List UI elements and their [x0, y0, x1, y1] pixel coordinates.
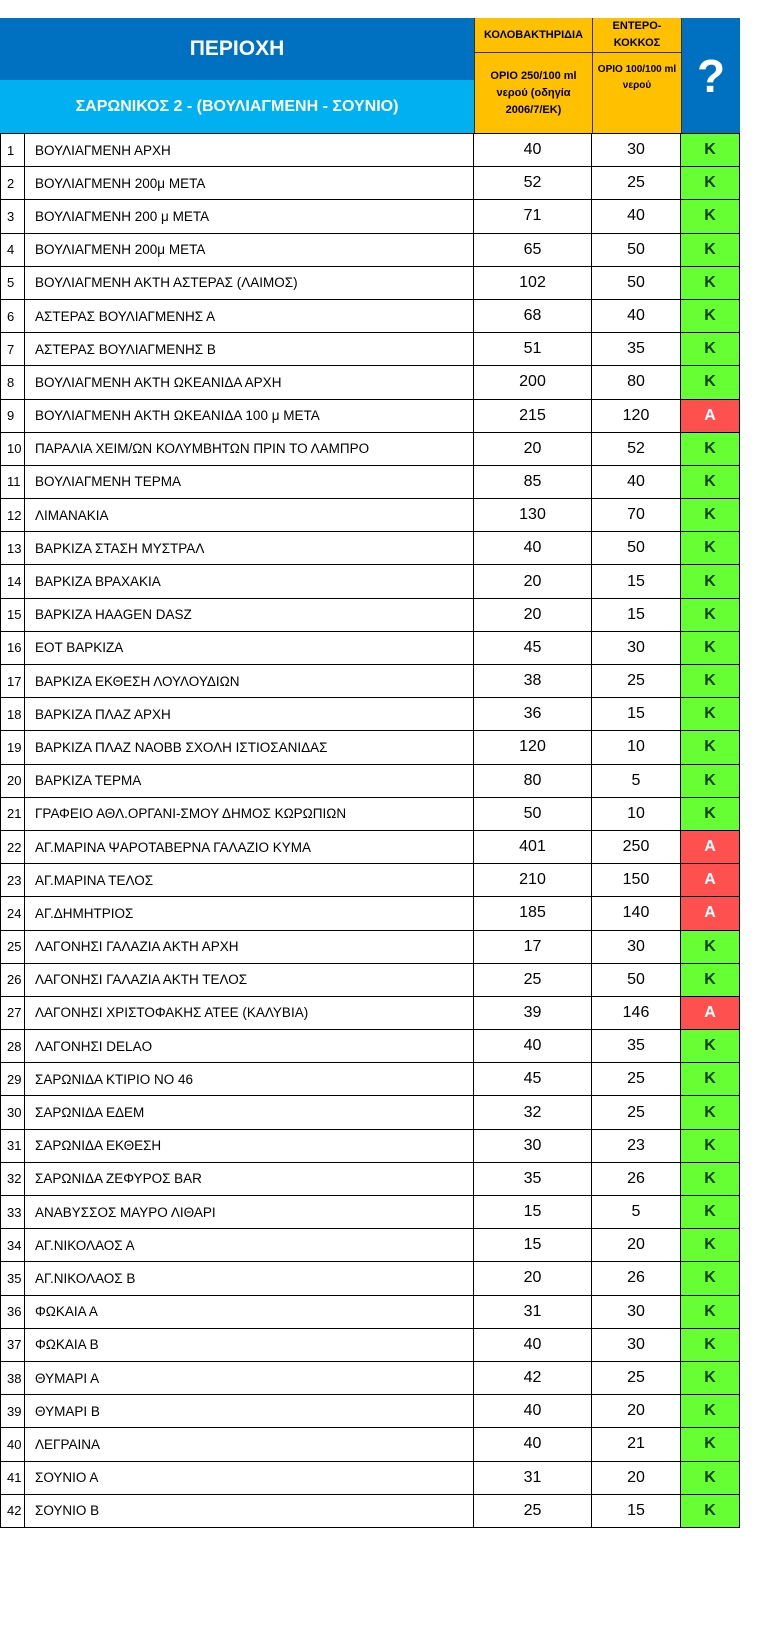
table-row [0, 167, 740, 200]
enterococcus-value: 30 [592, 1329, 681, 1361]
row-number: 14 [0, 565, 25, 597]
row-number: 24 [0, 897, 25, 929]
status-badge: K [681, 1428, 740, 1460]
location-name: ΒΟΥΛΙΑΓΜΕΝΗ ΑΚΤΗ ΑΣΤΕΡΑΣ (ΛΑΙΜΟΣ) [25, 267, 474, 299]
table-row [0, 1096, 740, 1129]
table-row [0, 400, 740, 433]
location-name: ΣΑΡΩΝΙΔΑ ΚΤΙΡΙΟ ΝΟ 46 [25, 1063, 474, 1095]
coliform-value: 40 [474, 532, 592, 564]
enterococcus-value: 30 [592, 632, 681, 664]
table-row [0, 1063, 740, 1096]
coliform-value: 51 [474, 333, 592, 365]
table-row [0, 1495, 740, 1528]
location-name: ΠΑΡΑΛΙΑ ΧΕΙΜ/ΩΝ ΚΟΛΥΜΒΗΤΩΝ ΠΡΙΝ ΤΟ ΛΑΜΠΡΟ [25, 433, 474, 465]
enterococcus-value: 25 [592, 1096, 681, 1128]
enterococcus-value: 40 [592, 300, 681, 332]
location-name: ΣΟΥΝΙΟ Α [25, 1462, 474, 1494]
table-row [0, 366, 740, 399]
location-name: ΒΑΡΚΙΖΑ ΕΚΘΕΣΗ ΛΟΥΛΟΥΔΙΩΝ [25, 665, 474, 697]
coliform-value: 130 [474, 499, 592, 531]
status-badge: K [681, 1462, 740, 1494]
table-row [0, 200, 740, 233]
coliform-value: 40 [474, 1329, 592, 1361]
table-row [0, 1196, 740, 1229]
enterococcus-value: 23 [592, 1130, 681, 1162]
row-number: 6 [0, 300, 25, 332]
table-row [0, 499, 740, 532]
coliform-value: 68 [474, 300, 592, 332]
coliform-value: 39 [474, 997, 592, 1029]
location-name: ΒΟΥΛΙΑΓΜΕΝΗ ΑΡΧΗ [25, 134, 474, 166]
enterococcus-value: 35 [592, 1030, 681, 1062]
status-badge: A [681, 400, 740, 432]
table-row [0, 599, 740, 632]
location-name: ΑΓ.ΝΙΚΟΛΑΟΣ Β [25, 1262, 474, 1294]
row-number: 39 [0, 1395, 25, 1427]
enterococcus-header: ΕΝΤΕΡΟ-ΚΟΚΚΟΣ [592, 18, 681, 53]
location-name: ΣΑΡΩΝΙΔΑ ΕΚΘΕΣΗ [25, 1130, 474, 1162]
row-number: 40 [0, 1428, 25, 1460]
enterococcus-value: 30 [592, 134, 681, 166]
coliform-value: 85 [474, 466, 592, 498]
row-number: 4 [0, 234, 25, 266]
table-row [0, 897, 740, 930]
row-number: 7 [0, 333, 25, 365]
coliform-value: 20 [474, 433, 592, 465]
location-name: ΛΑΓΟΝΗΣΙ ΓΑΛΑΖΙΑ ΑΚΤΗ ΑΡΧΗ [25, 931, 474, 963]
status-badge: K [681, 1163, 740, 1195]
location-name: ΒΟΥΛΙΑΓΜΕΝΗ ΑΚΤΗ ΩΚΕΑΝΙΔΑ ΑΡΧΗ [25, 366, 474, 398]
coliform-value: 80 [474, 765, 592, 797]
status-badge: K [681, 433, 740, 465]
enterococcus-value: 150 [592, 864, 681, 896]
table-row [0, 565, 740, 598]
location-name: ΑΣΤΕΡΑΣ ΒΟΥΛΙΑΓΜΕΝΗΣ Α [25, 300, 474, 332]
location-name: ΛΙΜΑΝΑΚΙΑ [25, 499, 474, 531]
location-name: ΒΑΡΚΙΖΑ HAAGEN DASZ [25, 599, 474, 631]
location-name: ΣΟΥΝΙΟ Β [25, 1495, 474, 1527]
location-name: ΒΟΥΛΙΑΓΜΕΝΗ ΤΕΡΜΑ [25, 466, 474, 498]
row-number: 42 [0, 1495, 25, 1527]
coliform-value: 210 [474, 864, 592, 896]
row-number: 12 [0, 499, 25, 531]
status-badge: K [681, 234, 740, 266]
coliform-value: 40 [474, 1395, 592, 1427]
enterococcus-value: 50 [592, 267, 681, 299]
coliform-value: 52 [474, 167, 592, 199]
enterococcus-value: 5 [592, 1196, 681, 1228]
table-row [0, 731, 740, 764]
enterococcus-value: 40 [592, 200, 681, 232]
table-row [0, 1362, 740, 1395]
row-number: 33 [0, 1196, 25, 1228]
status-badge: A [681, 831, 740, 863]
table-row [0, 831, 740, 864]
status-badge: K [681, 665, 740, 697]
enterococcus-limit-header: ΟΡΙΟ 100/100 ml νερού [592, 53, 681, 133]
enterococcus-value: 70 [592, 499, 681, 531]
enterococcus-value: 20 [592, 1229, 681, 1261]
location-name: ΑΓ.ΔΗΜΗΤΡΙΟΣ [25, 897, 474, 929]
row-number: 1 [0, 134, 25, 166]
enterococcus-value: 15 [592, 565, 681, 597]
row-number: 41 [0, 1462, 25, 1494]
enterococcus-value: 15 [592, 698, 681, 730]
enterococcus-value: 20 [592, 1395, 681, 1427]
row-number: 32 [0, 1163, 25, 1195]
table-row [0, 333, 740, 366]
location-name: ΒΑΡΚΙΖΑ ΠΛΑΖ ΝΑΟΒΒ ΣΧΟΛΗ ΙΣΤΙΟΣΑΝΙΔΑΣ [25, 731, 474, 763]
area-header: ΠΕΡΙΟΧΗ [0, 18, 474, 80]
table-row [0, 864, 740, 897]
status-badge: K [681, 599, 740, 631]
row-number: 31 [0, 1130, 25, 1162]
coliform-value: 15 [474, 1196, 592, 1228]
status-badge: K [681, 1229, 740, 1261]
location-name: ΘΥΜΑΡΙ Β [25, 1395, 474, 1427]
table-row [0, 1262, 740, 1295]
enterococcus-value: 15 [592, 1495, 681, 1527]
row-number: 3 [0, 200, 25, 232]
row-number: 21 [0, 798, 25, 830]
enterococcus-value: 26 [592, 1262, 681, 1294]
table-row [0, 964, 740, 997]
region-header: ΣΑΡΩΝΙΚΟΣ 2 - (ΒΟΥΛΙΑΓΜΕΝΗ - ΣΟΥΝΙΟ) [0, 80, 474, 133]
coliform-value: 17 [474, 931, 592, 963]
enterococcus-value: 50 [592, 234, 681, 266]
enterococcus-value: 140 [592, 897, 681, 929]
coliform-value: 36 [474, 698, 592, 730]
location-name: ΒΟΥΛΙΑΓΜΕΝΗ 200 μ ΜΕΤΑ [25, 200, 474, 232]
enterococcus-value: 21 [592, 1428, 681, 1460]
row-number: 27 [0, 997, 25, 1029]
status-badge: A [681, 897, 740, 929]
table-row [0, 466, 740, 499]
status-badge: K [681, 134, 740, 166]
status-badge: K [681, 300, 740, 332]
row-number: 20 [0, 765, 25, 797]
enterococcus-value: 30 [592, 931, 681, 963]
status-header: ? [681, 18, 740, 133]
enterococcus-value: 26 [592, 1163, 681, 1195]
status-badge: K [681, 698, 740, 730]
row-number: 23 [0, 864, 25, 896]
status-badge: K [681, 565, 740, 597]
row-number: 38 [0, 1362, 25, 1394]
table-row [0, 267, 740, 300]
row-number: 17 [0, 665, 25, 697]
enterococcus-value: 40 [592, 466, 681, 498]
table-row [0, 234, 740, 267]
status-badge: K [681, 1063, 740, 1095]
location-name: ΑΣΤΕΡΑΣ ΒΟΥΛΙΑΓΜΕΝΗΣ Β [25, 333, 474, 365]
enterococcus-value: 10 [592, 731, 681, 763]
enterococcus-value: 10 [592, 798, 681, 830]
table-row [0, 1462, 740, 1495]
enterococcus-value: 25 [592, 1063, 681, 1095]
enterococcus-value: 5 [592, 765, 681, 797]
enterococcus-value: 52 [592, 433, 681, 465]
coliform-value: 31 [474, 1296, 592, 1328]
enterococcus-value: 25 [592, 167, 681, 199]
status-badge: A [681, 997, 740, 1029]
coliform-limit-header: ΟΡΙΟ 250/100 ml νερού (οδηγία 2006/7/ΕΚ) [474, 53, 592, 133]
row-number: 26 [0, 964, 25, 996]
location-name: ΛΑΓΟΝΗΣΙ ΧΡΙΣΤΟΦΑΚΗΣ ΑΤΕΕ (ΚΑΛΥΒΙΑ) [25, 997, 474, 1029]
coliform-value: 120 [474, 731, 592, 763]
table-row [0, 698, 740, 731]
coliform-value: 200 [474, 366, 592, 398]
coliform-value: 401 [474, 831, 592, 863]
status-badge: K [681, 167, 740, 199]
location-name: ΦΩΚΑΙΑ Β [25, 1329, 474, 1361]
location-name: ΣΑΡΩΝΙΔΑ ΕΔΕΜ [25, 1096, 474, 1128]
table-row [0, 931, 740, 964]
status-badge: K [681, 1362, 740, 1394]
coliform-value: 50 [474, 798, 592, 830]
status-badge: A [681, 864, 740, 896]
coliform-header: ΚΟΛΟΒΑΚΤΗΡΙΔΙΑ [474, 18, 592, 53]
coliform-value: 20 [474, 565, 592, 597]
coliform-value: 32 [474, 1096, 592, 1128]
enterococcus-value: 250 [592, 831, 681, 863]
row-number: 18 [0, 698, 25, 730]
row-number: 29 [0, 1063, 25, 1095]
status-badge: K [681, 1296, 740, 1328]
coliform-value: 102 [474, 267, 592, 299]
enterococcus-value: 30 [592, 1296, 681, 1328]
location-name: ΒΑΡΚΙΖΑ ΣΤΑΣΗ ΜΥΣΤΡΑΛ [25, 532, 474, 564]
location-name: ΣΑΡΩΝΙΔΑ ΖΕΦΥΡΟΣ BAR [25, 1163, 474, 1195]
table-row [0, 665, 740, 698]
status-badge: K [681, 200, 740, 232]
table-row [0, 1296, 740, 1329]
row-number: 2 [0, 167, 25, 199]
row-number: 22 [0, 831, 25, 863]
coliform-value: 31 [474, 1462, 592, 1494]
location-name: ΦΩΚΑΙΑ Α [25, 1296, 474, 1328]
status-badge: K [681, 366, 740, 398]
table-row [0, 798, 740, 831]
status-badge: K [681, 1130, 740, 1162]
table-body [0, 133, 740, 1528]
coliform-value: 25 [474, 1495, 592, 1527]
table-row [0, 134, 740, 167]
table-row [0, 1130, 740, 1163]
location-name: ΒΑΡΚΙΖΑ ΠΛΑΖ ΑΡΧΗ [25, 698, 474, 730]
status-badge: K [681, 731, 740, 763]
coliform-value: 30 [474, 1130, 592, 1162]
enterococcus-value: 50 [592, 964, 681, 996]
coliform-value: 15 [474, 1229, 592, 1261]
status-badge: K [681, 532, 740, 564]
enterococcus-value: 80 [592, 366, 681, 398]
status-badge: K [681, 1030, 740, 1062]
coliform-value: 35 [474, 1163, 592, 1195]
row-number: 9 [0, 400, 25, 432]
location-name: ΕΟΤ ΒΑΡΚΙΖΑ [25, 632, 474, 664]
coliform-value: 40 [474, 1428, 592, 1460]
enterococcus-value: 20 [592, 1462, 681, 1494]
row-number: 19 [0, 731, 25, 763]
location-name: ΛΕΓΡΑΙΝΑ [25, 1428, 474, 1460]
status-badge: K [681, 466, 740, 498]
coliform-value: 38 [474, 665, 592, 697]
coliform-value: 40 [474, 134, 592, 166]
enterococcus-value: 120 [592, 400, 681, 432]
row-number: 11 [0, 466, 25, 498]
row-number: 5 [0, 267, 25, 299]
location-name: ΒΟΥΛΙΑΓΜΕΝΗ 200μ ΜΕΤΑ [25, 234, 474, 266]
coliform-value: 40 [474, 1030, 592, 1062]
status-badge: K [681, 1329, 740, 1361]
status-badge: K [681, 765, 740, 797]
status-badge: K [681, 964, 740, 996]
row-number: 36 [0, 1296, 25, 1328]
enterococcus-value: 35 [592, 333, 681, 365]
row-number: 8 [0, 366, 25, 398]
enterococcus-value: 50 [592, 532, 681, 564]
coliform-value: 25 [474, 964, 592, 996]
table-row [0, 1229, 740, 1262]
enterococcus-value: 25 [592, 1362, 681, 1394]
location-name: ΛΑΓΟΝΗΣΙ DELAO [25, 1030, 474, 1062]
status-badge: K [681, 632, 740, 664]
table-row [0, 632, 740, 665]
row-number: 13 [0, 532, 25, 564]
location-name: ΒΟΥΛΙΑΓΜΕΝΗ 200μ ΜΕΤΑ [25, 167, 474, 199]
enterococcus-value: 25 [592, 665, 681, 697]
status-badge: K [681, 1096, 740, 1128]
location-name: ΑΓ.ΜΑΡΙΝΑ ΤΕΛΟΣ [25, 864, 474, 896]
coliform-value: 45 [474, 632, 592, 664]
location-name: ΓΡΑΦΕΙΟ ΑΘΛ.ΟΡΓΑΝΙ-ΣΜΟΥ ΔΗΜΟΣ ΚΩΡΩΠΙΩΝ [25, 798, 474, 830]
row-number: 30 [0, 1096, 25, 1128]
location-name: ΑΓ.ΜΑΡΙΝΑ ΨΑΡΟΤΑΒΕΡΝΑ ΓΑΛΑΖΙΟ ΚΥΜΑ [25, 831, 474, 863]
enterococcus-value: 146 [592, 997, 681, 1029]
table-row [0, 532, 740, 565]
status-badge: K [681, 333, 740, 365]
row-number: 16 [0, 632, 25, 664]
coliform-value: 185 [474, 897, 592, 929]
status-badge: K [681, 499, 740, 531]
row-number: 28 [0, 1030, 25, 1062]
row-number: 25 [0, 931, 25, 963]
status-badge: K [681, 931, 740, 963]
status-badge: K [681, 267, 740, 299]
table-row [0, 997, 740, 1030]
row-number: 34 [0, 1229, 25, 1261]
row-number: 35 [0, 1262, 25, 1294]
status-badge: K [681, 1196, 740, 1228]
table-row [0, 300, 740, 333]
location-name: ΑΓ.ΝΙΚΟΛΑΟΣ Α [25, 1229, 474, 1261]
coliform-value: 71 [474, 200, 592, 232]
location-name: ΒΑΡΚΙΖΑ ΤΕΡΜΑ [25, 765, 474, 797]
location-name: ΛΑΓΟΝΗΣΙ ΓΑΛΑΖΙΑ ΑΚΤΗ ΤΕΛΟΣ [25, 964, 474, 996]
coliform-value: 215 [474, 400, 592, 432]
coliform-value: 45 [474, 1063, 592, 1095]
status-badge: K [681, 1395, 740, 1427]
location-name: ΒΟΥΛΙΑΓΜΕΝΗ ΑΚΤΗ ΩΚΕΑΝΙΔΑ 100 μ ΜΕΤΑ [25, 400, 474, 432]
table-row [0, 1163, 740, 1196]
table-row [0, 1395, 740, 1428]
coliform-value: 20 [474, 599, 592, 631]
status-badge: K [681, 1495, 740, 1527]
enterococcus-value: 15 [592, 599, 681, 631]
row-number: 15 [0, 599, 25, 631]
location-name: ΘΥΜΑΡΙ Α [25, 1362, 474, 1394]
table-row [0, 1030, 740, 1063]
row-number: 37 [0, 1329, 25, 1361]
coliform-value: 20 [474, 1262, 592, 1294]
row-number: 10 [0, 433, 25, 465]
table-row [0, 433, 740, 466]
location-name: ΒΑΡΚΙΖΑ ΒΡΑΧΑΚΙΑ [25, 565, 474, 597]
table-row [0, 1428, 740, 1461]
location-name: ΑΝΑΒΥΣΣΟΣ ΜΑΥΡΟ ΛΙΘΑΡΙ [25, 1196, 474, 1228]
coliform-value: 42 [474, 1362, 592, 1394]
coliform-value: 65 [474, 234, 592, 266]
table-row [0, 765, 740, 798]
table-row [0, 1329, 740, 1362]
status-badge: K [681, 1262, 740, 1294]
status-badge: K [681, 798, 740, 830]
